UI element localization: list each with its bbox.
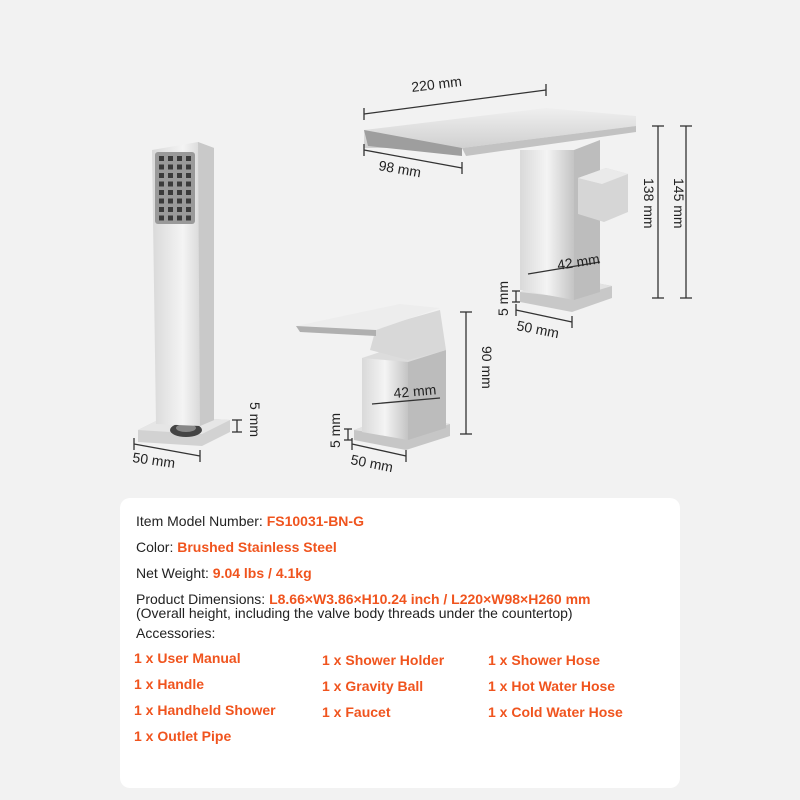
shower-nozzle [159,190,164,195]
spec-accessories-label: Accessories: [136,625,216,641]
shower-nozzle [186,190,191,195]
shower-nozzle [159,182,164,187]
spec-weight-label: Net Weight: [136,565,213,581]
shower-nozzle [186,173,191,178]
accessory-item: 1 x Faucet [322,704,391,720]
dim-valve-body-side: 42 mm [392,381,437,401]
spec-dimensions-label: Product Dimensions: [136,591,270,607]
spec-model-row [136,512,364,530]
spec-color-value: Brushed Stainless Steel [177,539,337,555]
dim-faucet-body-side: 42 mm [555,250,601,273]
dim-faucet-total-height: 145 mm [671,178,687,229]
shower-nozzle [168,182,173,187]
shower-nozzle [159,199,164,204]
shower-nozzle [177,216,182,221]
accessory-item: 1 x Shower Holder [322,652,445,668]
shower-nozzle [159,207,164,212]
dim-spout: 98 mm [377,157,423,181]
shower-nozzle [177,173,182,178]
valve-handle-illustration [296,304,450,450]
dim-shower-base-thickness: 5 mm [247,402,263,437]
shower-nozzle [168,156,173,161]
shower-nozzle [186,165,191,170]
shower-nozzle [168,207,173,212]
shower-nozzle [168,190,173,195]
shower-nozzle [186,182,191,187]
shower-nozzle [186,156,191,161]
dim-width-total: 220 mm [410,72,463,95]
spec-model-value: FS10031-BN-G [266,513,364,529]
accessory-item: 1 x Shower Hose [488,652,601,668]
dim-faucet-body-height: 138 mm [641,178,657,229]
accessory-item: 1 x Gravity Ball [322,678,424,694]
shower-nozzle [177,207,182,212]
shower-nozzle [186,216,191,221]
dim-valve-height: 90 mm [479,346,495,389]
spec-color-row [136,538,337,556]
shower-nozzle [186,199,191,204]
accessory-item: 1 x User Manual [134,650,241,666]
accessory-item: 1 x Hot Water Hose [488,678,616,694]
spec-weight-value: 9.04 lbs / 4.1kg [212,565,312,581]
dim-shower-base-width: 50 mm [131,449,177,471]
shower-head-nozzles [155,152,195,224]
spec-weight-row [136,564,312,582]
spec-dimensions-value: L8.66×W3.86×H10.24 inch / L220×W98×H260 mm [269,591,591,607]
spec-model-label: Item Model Number: [136,513,267,529]
spec-card [120,498,680,788]
spec-color-label: Color: [136,539,178,555]
accessory-item: 1 x Outlet Pipe [134,728,232,744]
dim-valve-base-width: 50 mm [349,451,395,476]
spec-dimensions-note: (Overall height, including the valve body threads under the countertop) [136,605,573,621]
shower-nozzle [168,165,173,170]
shower-nozzle [177,156,182,161]
shower-nozzle [168,199,173,204]
shower-nozzle [159,156,164,161]
dim-valve-base-thickness: 5 mm [327,413,343,448]
shower-nozzle [186,207,191,212]
shower-nozzle [177,165,182,170]
shower-nozzle [159,216,164,221]
handheld-shower-illustration [138,142,230,446]
shower-nozzle [177,199,182,204]
faucet-body [520,150,574,300]
dim-faucet-base-thickness: 5 mm [495,281,511,316]
accessory-item: 1 x Cold Water Hose [488,704,623,720]
shower-nozzle [177,190,182,195]
shower-nozzle [168,216,173,221]
accessory-item: 1 x Handle [134,676,205,692]
shower-nozzle [159,173,164,178]
shower-nozzle [168,173,173,178]
shower-nozzle [177,182,182,187]
dim-faucet-base-width: 50 mm [515,317,561,342]
shower-nozzle [159,165,164,170]
accessory-item: 1 x Handheld Shower [134,702,276,718]
